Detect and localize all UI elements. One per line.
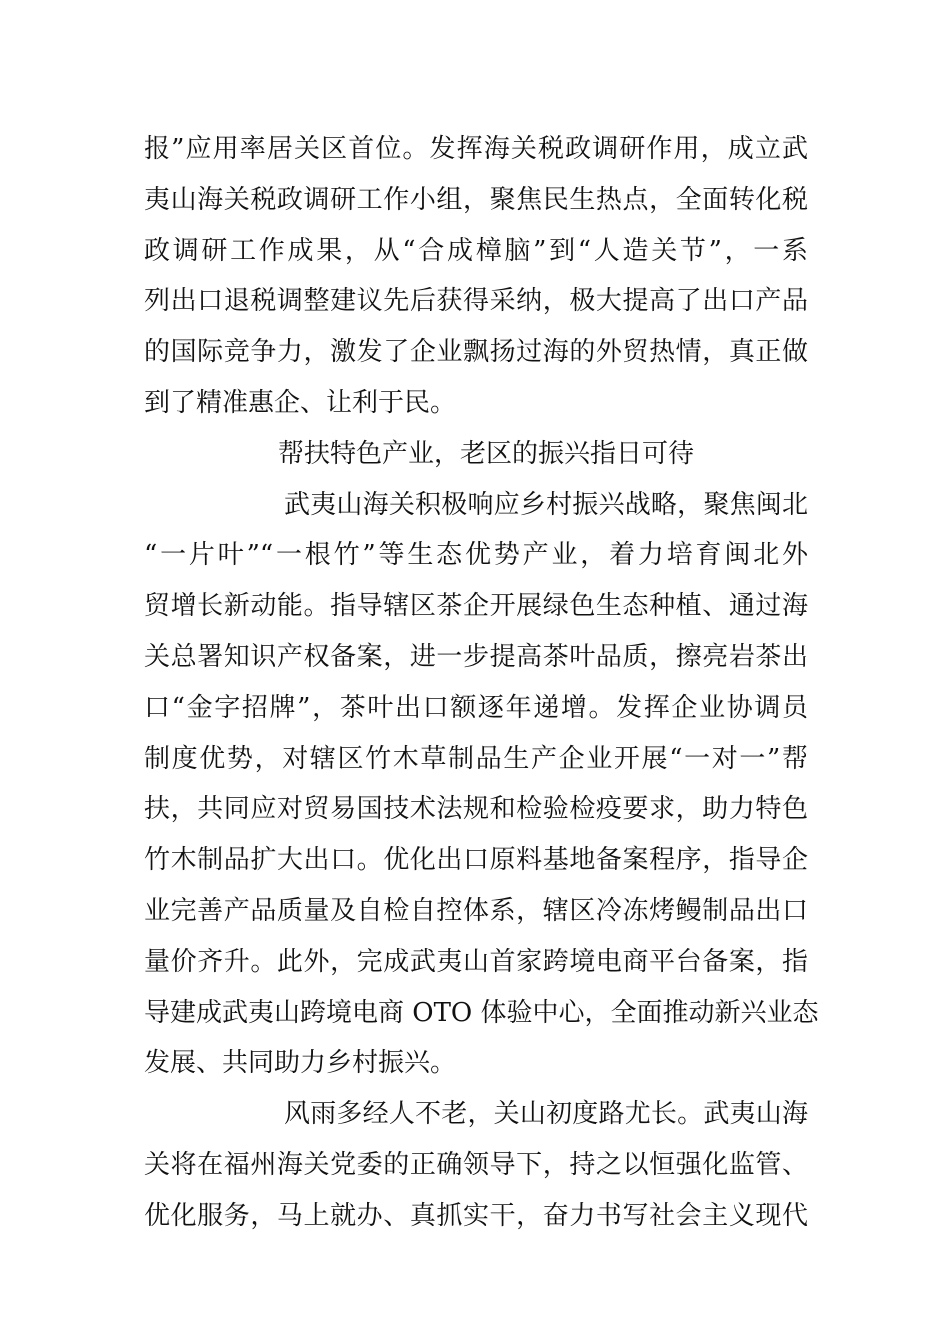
paragraph-line: 制度优势，对辖区竹木草制品生产企业开展“一对一”帮 bbox=[144, 743, 808, 774]
paragraph-line: 贸增长新动能。指导辖区茶企开展绿色生态种植、通过海 bbox=[144, 591, 808, 622]
paragraph-line: 口“金字招牌”，茶叶出口额逐年递增。发挥企业协调员 bbox=[144, 692, 808, 723]
paragraph-industry-support bbox=[144, 480, 819, 1090]
paragraph-line: 夷山海关税政调研工作小组，聚焦民生热点，全面转化税 bbox=[144, 184, 808, 215]
paragraph-line: 关总署知识产权备案，进一步提高茶叶品质，擦亮岩茶出 bbox=[144, 641, 808, 672]
paragraph-closing bbox=[144, 1089, 808, 1241]
paragraph-line: 竹木制品扩大出口。优化出口原料基地备案程序，指导企 bbox=[144, 845, 808, 876]
paragraph-line: “一片叶”“一根竹”等生态优势产业，着力培育闽北外 bbox=[144, 540, 808, 571]
paragraph-line: 风雨多经人不老，关山初度路尤长。武夷山海 bbox=[284, 1099, 808, 1130]
paragraph-line: 的国际竞争力，激发了企业飘扬过海的外贸热情，真正做 bbox=[144, 337, 808, 368]
paragraph-line: 政调研工作成果，从“合成樟脑”到“人造关节”，一系 bbox=[144, 235, 808, 266]
paragraph-line: 优化服务，马上就办、真抓实干，奋力书写社会主义现代 bbox=[144, 1200, 808, 1231]
paragraph-line: 武夷山海关积极响应乡村振兴战略，聚焦闽北 bbox=[284, 489, 808, 520]
paragraph-tax-research bbox=[144, 124, 808, 429]
document-body bbox=[144, 124, 819, 1242]
section-heading: 帮扶特色产业，老区的振兴指日可待 bbox=[278, 438, 695, 469]
paragraph-line: 到了精准惠企、让利于民。 bbox=[144, 387, 457, 418]
paragraph-line: 导建成武夷山跨境电商 OTO 体验中心，全面推动新兴业态 bbox=[144, 997, 819, 1028]
paragraph-line: 业完善产品质量及自检自控体系，辖区冷冻烤鳗制品出口 bbox=[144, 895, 808, 926]
paragraph-line: 关将在福州海关党委的正确领导下，持之以恒强化监管、 bbox=[144, 1149, 808, 1180]
paragraph-line: 扶，共同应对贸易国技术法规和检验检疫要求，助力特色 bbox=[144, 794, 808, 825]
paragraph-line: 列出口退税调整建议先后获得采纳，极大提高了出口产品 bbox=[144, 286, 808, 317]
paragraph-line: 报”应用率居关区首位。发挥海关税政调研作用，成立武 bbox=[144, 134, 808, 164]
paragraph-line: 发展、共同助力乡村振兴。 bbox=[144, 1048, 457, 1079]
paragraph-line: 量价齐升。此外，完成武夷山首家跨境电商平台备案，指 bbox=[144, 946, 808, 977]
